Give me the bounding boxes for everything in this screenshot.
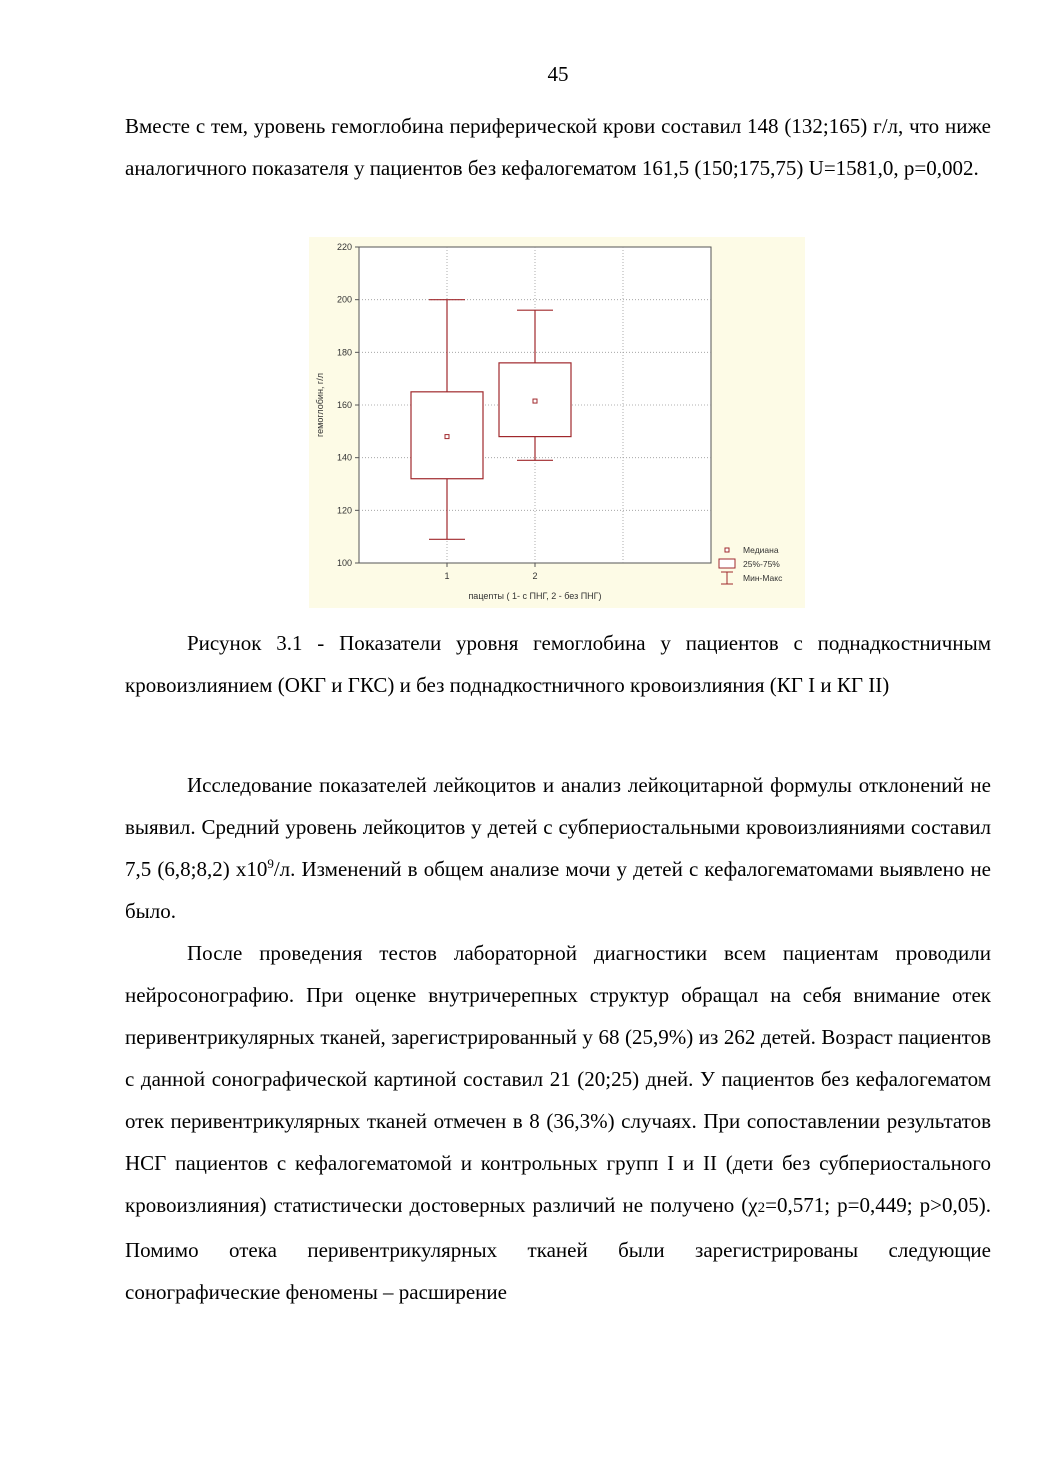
median-marker-1: [533, 399, 537, 403]
page-number: 45: [547, 62, 569, 86]
x-axis-label: пацеnты ( 1- с ПНГ, 2 - без ПНГ): [468, 591, 602, 601]
boxplot-figure: [309, 237, 805, 608]
x-tick-label-0: 1: [444, 571, 450, 581]
nsg-text-a: После проведения тестов лабораторной диагностики всем пациентам проводили нейросонографию. При оценке внутричерепных структур обращал на себя внимание отек перивентрикулярных тканей, зарегистрированный у 68 (25,9%) из 262 детей. Возраст пациентов с данной сонографической картиной составил 21 (20;25) дней. У пациентов без кефалогематом отек перивентрикулярных тканей отмечен в 8 (36,3%) случаях. При сопоставлении результатов НСГ пациентов с кефалогематомой и контрольных групп I и II (дети без субпериостального кровоизлияния) статистически достоверных различий не получено (χ: [125, 941, 991, 1217]
leukocytes-text-a: Исследование показателей лейкоцитов и анализ лейкоцитарной формулы отклонений не выявил. Средний уровень лейкоцитов у детей с субпериостальными кровоизлияниями составил 7,5 (6,8;8,2) х10: [125, 773, 991, 881]
leukocytes-exponent: 9: [267, 856, 274, 871]
legend-median-label: Медиана: [743, 545, 779, 555]
boxplot-chart: [309, 237, 805, 608]
nsg-text-b: =0,571; p=0,449; p>0,05). Помимо отека перивентрикулярных тканей были зарегистрированы следующие сонографические феномены – расширение: [125, 1193, 992, 1304]
figure-caption: Рисунок 3.1 - Показатели уровня гемоглобина у пациентов с поднадкостничным кровоизлиянием (ОКГ и ГКС) и без поднадкостничного кровоизлияния (КГ I и КГ II): [125, 631, 991, 697]
paragraph-neurosonography: [125, 932, 991, 1313]
paragraph-leukocytes: [125, 764, 991, 932]
legend-box-label: 25%-75%: [743, 559, 780, 569]
median-marker-0: [445, 435, 449, 439]
chart-legend: [719, 545, 783, 584]
y-axis-label: гемоглобин, г/л: [315, 373, 325, 437]
legend-median-symbol: [725, 548, 729, 552]
body-text-top: [125, 105, 991, 189]
paragraph-hemoglobin: Вместе с тем, уровень гемоглобина периферической крови составил 148 (132;165) г/л, что ниже аналогичного показателя у пациентов без кефалогематом 161,5 (150;175,75) U=1581,0, p=0,002.: [125, 114, 991, 180]
y-tick-label-6: 220: [336, 242, 352, 252]
y-tick-label-4: 180: [336, 347, 352, 358]
body-text-bottom: [125, 764, 991, 1313]
figure-caption-block: [125, 622, 991, 706]
x-tick-label-1: 2: [532, 571, 538, 581]
y-tick-label-2: 140: [336, 452, 352, 463]
y-tick-label-5: 200: [336, 294, 352, 305]
leukocytes-text-b: /л. Изменений в общем анализе мочи у детей с кефалогематомами выявлено не было.: [125, 857, 992, 923]
y-tick-label-1: 120: [336, 505, 352, 516]
chi-subscript: 2: [757, 1200, 766, 1216]
y-tick-label-3: 160: [336, 400, 352, 410]
legend-box-symbol: [719, 559, 735, 568]
y-tick-label-0: 100: [336, 558, 352, 568]
legend-minmax-label: Мин-Макс: [743, 573, 783, 583]
